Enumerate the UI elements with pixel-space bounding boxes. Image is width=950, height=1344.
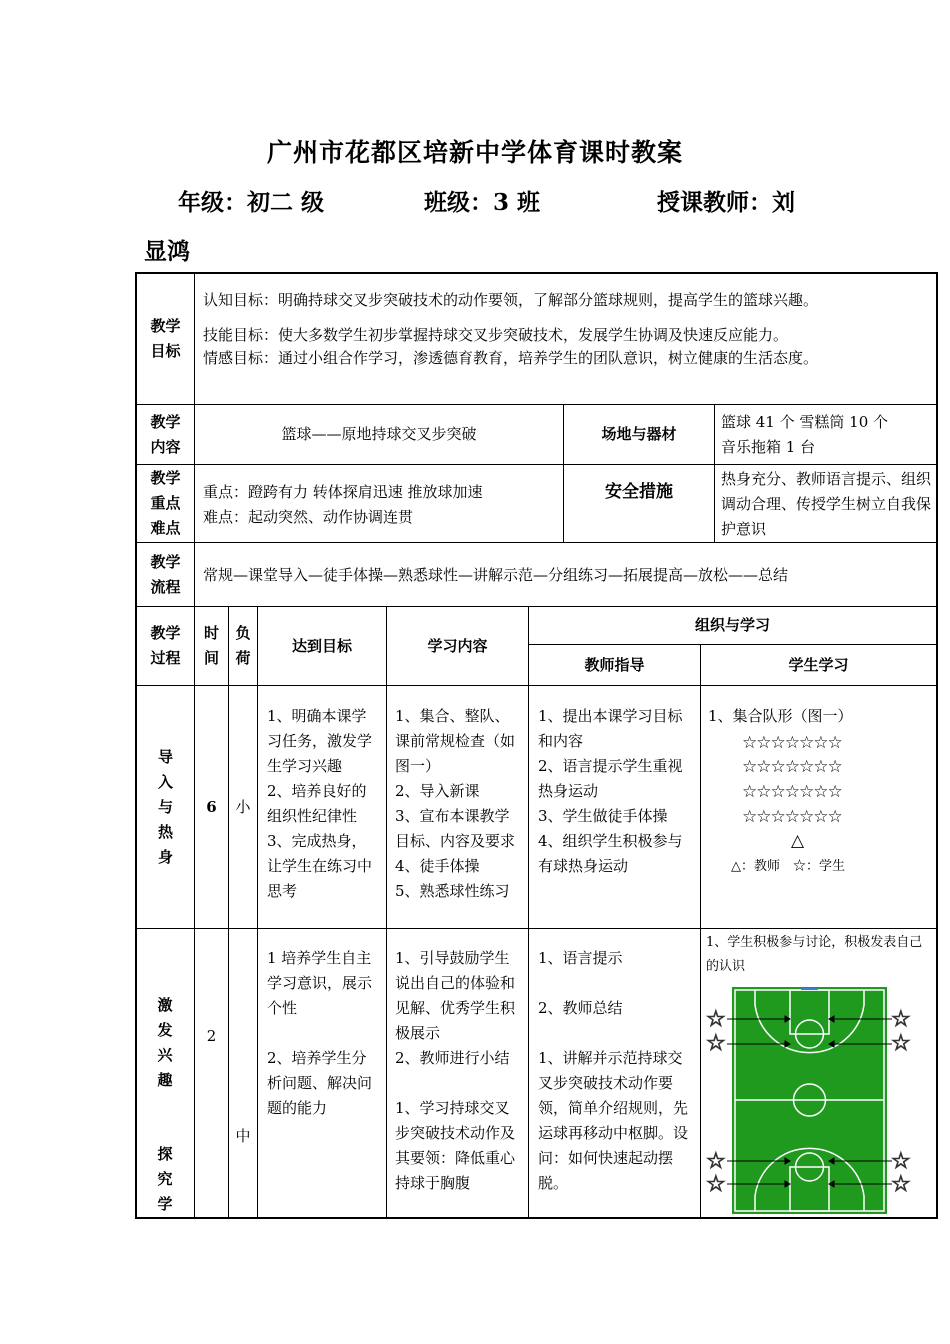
time-value: 6: [206, 797, 217, 816]
row2-student: 1、学生积极参与讨论，积极发表自己的认识: [706, 935, 923, 974]
row1-teacher: 1、提出本课学习目标和内容 2、语言提示学生重视热身运动 3、学生做徒手体操 4、组织学生积极参与有球热身运动: [538, 707, 683, 875]
row2-goals: 1 培养学生自主学习意识，展示个性 2、培养学生分析问题、解决问题的能力: [267, 949, 373, 1117]
teacher-marker: △: [791, 831, 805, 851]
row2-load: 中: [235, 1127, 251, 1145]
student-row: ☆☆☆☆☆☆☆: [742, 782, 842, 802]
equipment-2: 音乐拖箱 1 台: [721, 438, 816, 456]
content-text: 篮球——原地持球交叉步突破: [281, 425, 477, 443]
row2-time: 2: [206, 1027, 217, 1045]
equipment-1: 篮球 41 个 雪糕筒 10 个: [721, 413, 889, 431]
goal-header: 达到目标: [291, 636, 352, 655]
student-star-icon: ☆: [706, 1149, 726, 1174]
goals-label: 教学 目标: [150, 317, 181, 360]
row2-study: 1、引导鼓励学生说出自己的体验和见解、优秀学生积极展示 2、教师进行小结 1、学习持球交叉步突破技术动作及其要领：降低重心 持球于胸腹: [395, 949, 516, 1192]
skill-goal: 技能目标：使大多数学生初步掌握持球交叉步突破技术，发展学生协调及快速反应能力。: [203, 326, 789, 344]
safety-label: 安全措施: [605, 481, 673, 502]
formation-legend: △：教师 ☆：学生: [731, 859, 845, 874]
cognitive-goal: 认知目标：明确持球交叉步突破技术的动作要领，了解部分篮球规则，提高学生的篮球兴趣。: [203, 291, 819, 309]
focus-text: 重点：蹬跨有力 转体探肩迅速 推放球加速: [203, 483, 483, 501]
student-header: 学生学习: [788, 655, 849, 674]
emotion-goal: 情感目标：通过小组合作学习，渗透德育教育，培养学生的团队意识，树立健康的生活态度。: [203, 349, 819, 367]
org-header: 组织与学习: [694, 616, 770, 634]
flow-text: 常规—课堂导入—徒手体操—熟悉球性—讲解示范—分组练习—拓展提高—放松——总结: [203, 566, 789, 584]
student-formation-title: 1、集合队形（图一）: [708, 707, 853, 725]
student-star-icon: ☆: [706, 1172, 726, 1197]
venue-label: 场地与器材: [601, 425, 677, 443]
student-star-icon: ☆: [891, 1149, 911, 1174]
student-star-icon: ☆: [706, 1007, 726, 1032]
student-star-icon: ☆: [891, 1007, 911, 1032]
phase-interest: 激 发 兴 趣: [157, 996, 173, 1089]
safety-text: 热身充分、教师语言提示、组织调动合理、传授学生树立自我保护意识: [721, 470, 932, 538]
class-label: 班级：3 班: [424, 189, 541, 216]
row2-teacher: 1、语言提示 2、教师总结 1、讲解并示范持球交叉步突破技术动作要领，简单介绍规则，先运球再移动中枢脚。设问：如何快速起动摆脱。: [538, 949, 689, 1192]
row1-study: 1、集合、整队、课前常规检查（如图一） 2、导入新课 3、宣布本课教学目标、内容及要求 4、徒手体操 5、熟悉球性练习: [395, 707, 516, 900]
content-label: 教学 内容: [150, 412, 181, 456]
process-label: 教学 过程: [150, 624, 181, 667]
study-header: 学习内容: [427, 636, 488, 655]
student-row: ☆☆☆☆☆☆☆: [742, 757, 842, 777]
flow-label: 教学 流程: [150, 552, 181, 596]
difficulty-text: 难点：起动突然、动作协调连贯: [203, 508, 414, 526]
phase-warmup: 导 入 与 热 身: [157, 747, 173, 866]
teacher-name-continued: 显鸿: [144, 238, 190, 265]
teacher-header: 教师指导: [584, 655, 645, 674]
phase-explore: 探 究 学: [157, 1145, 173, 1213]
student-row: ☆☆☆☆☆☆☆: [742, 733, 842, 753]
page-title: 广州市花都区培新中学体育课时教案: [266, 138, 683, 167]
load-value: 小: [235, 797, 251, 816]
grade-label: 年级：初二 级: [178, 189, 325, 216]
student-star-icon: ☆: [706, 1031, 726, 1056]
student-star-icon: ☆: [891, 1031, 911, 1056]
student-row: ☆☆☆☆☆☆☆: [742, 807, 842, 827]
student-star-icon: ☆: [891, 1172, 911, 1197]
load-label: 负 荷: [235, 624, 251, 667]
key-label: 教学 重点 难点: [150, 469, 181, 537]
row1-goals: 1、明确本课学习任务，激发学生学习兴趣 2、培养良好的组织性纪律性 3、完成热身，让学生在练习中思考: [267, 707, 373, 900]
teacher-label: 授课教师：刘: [657, 189, 795, 216]
time-label: 时 间: [203, 624, 219, 667]
